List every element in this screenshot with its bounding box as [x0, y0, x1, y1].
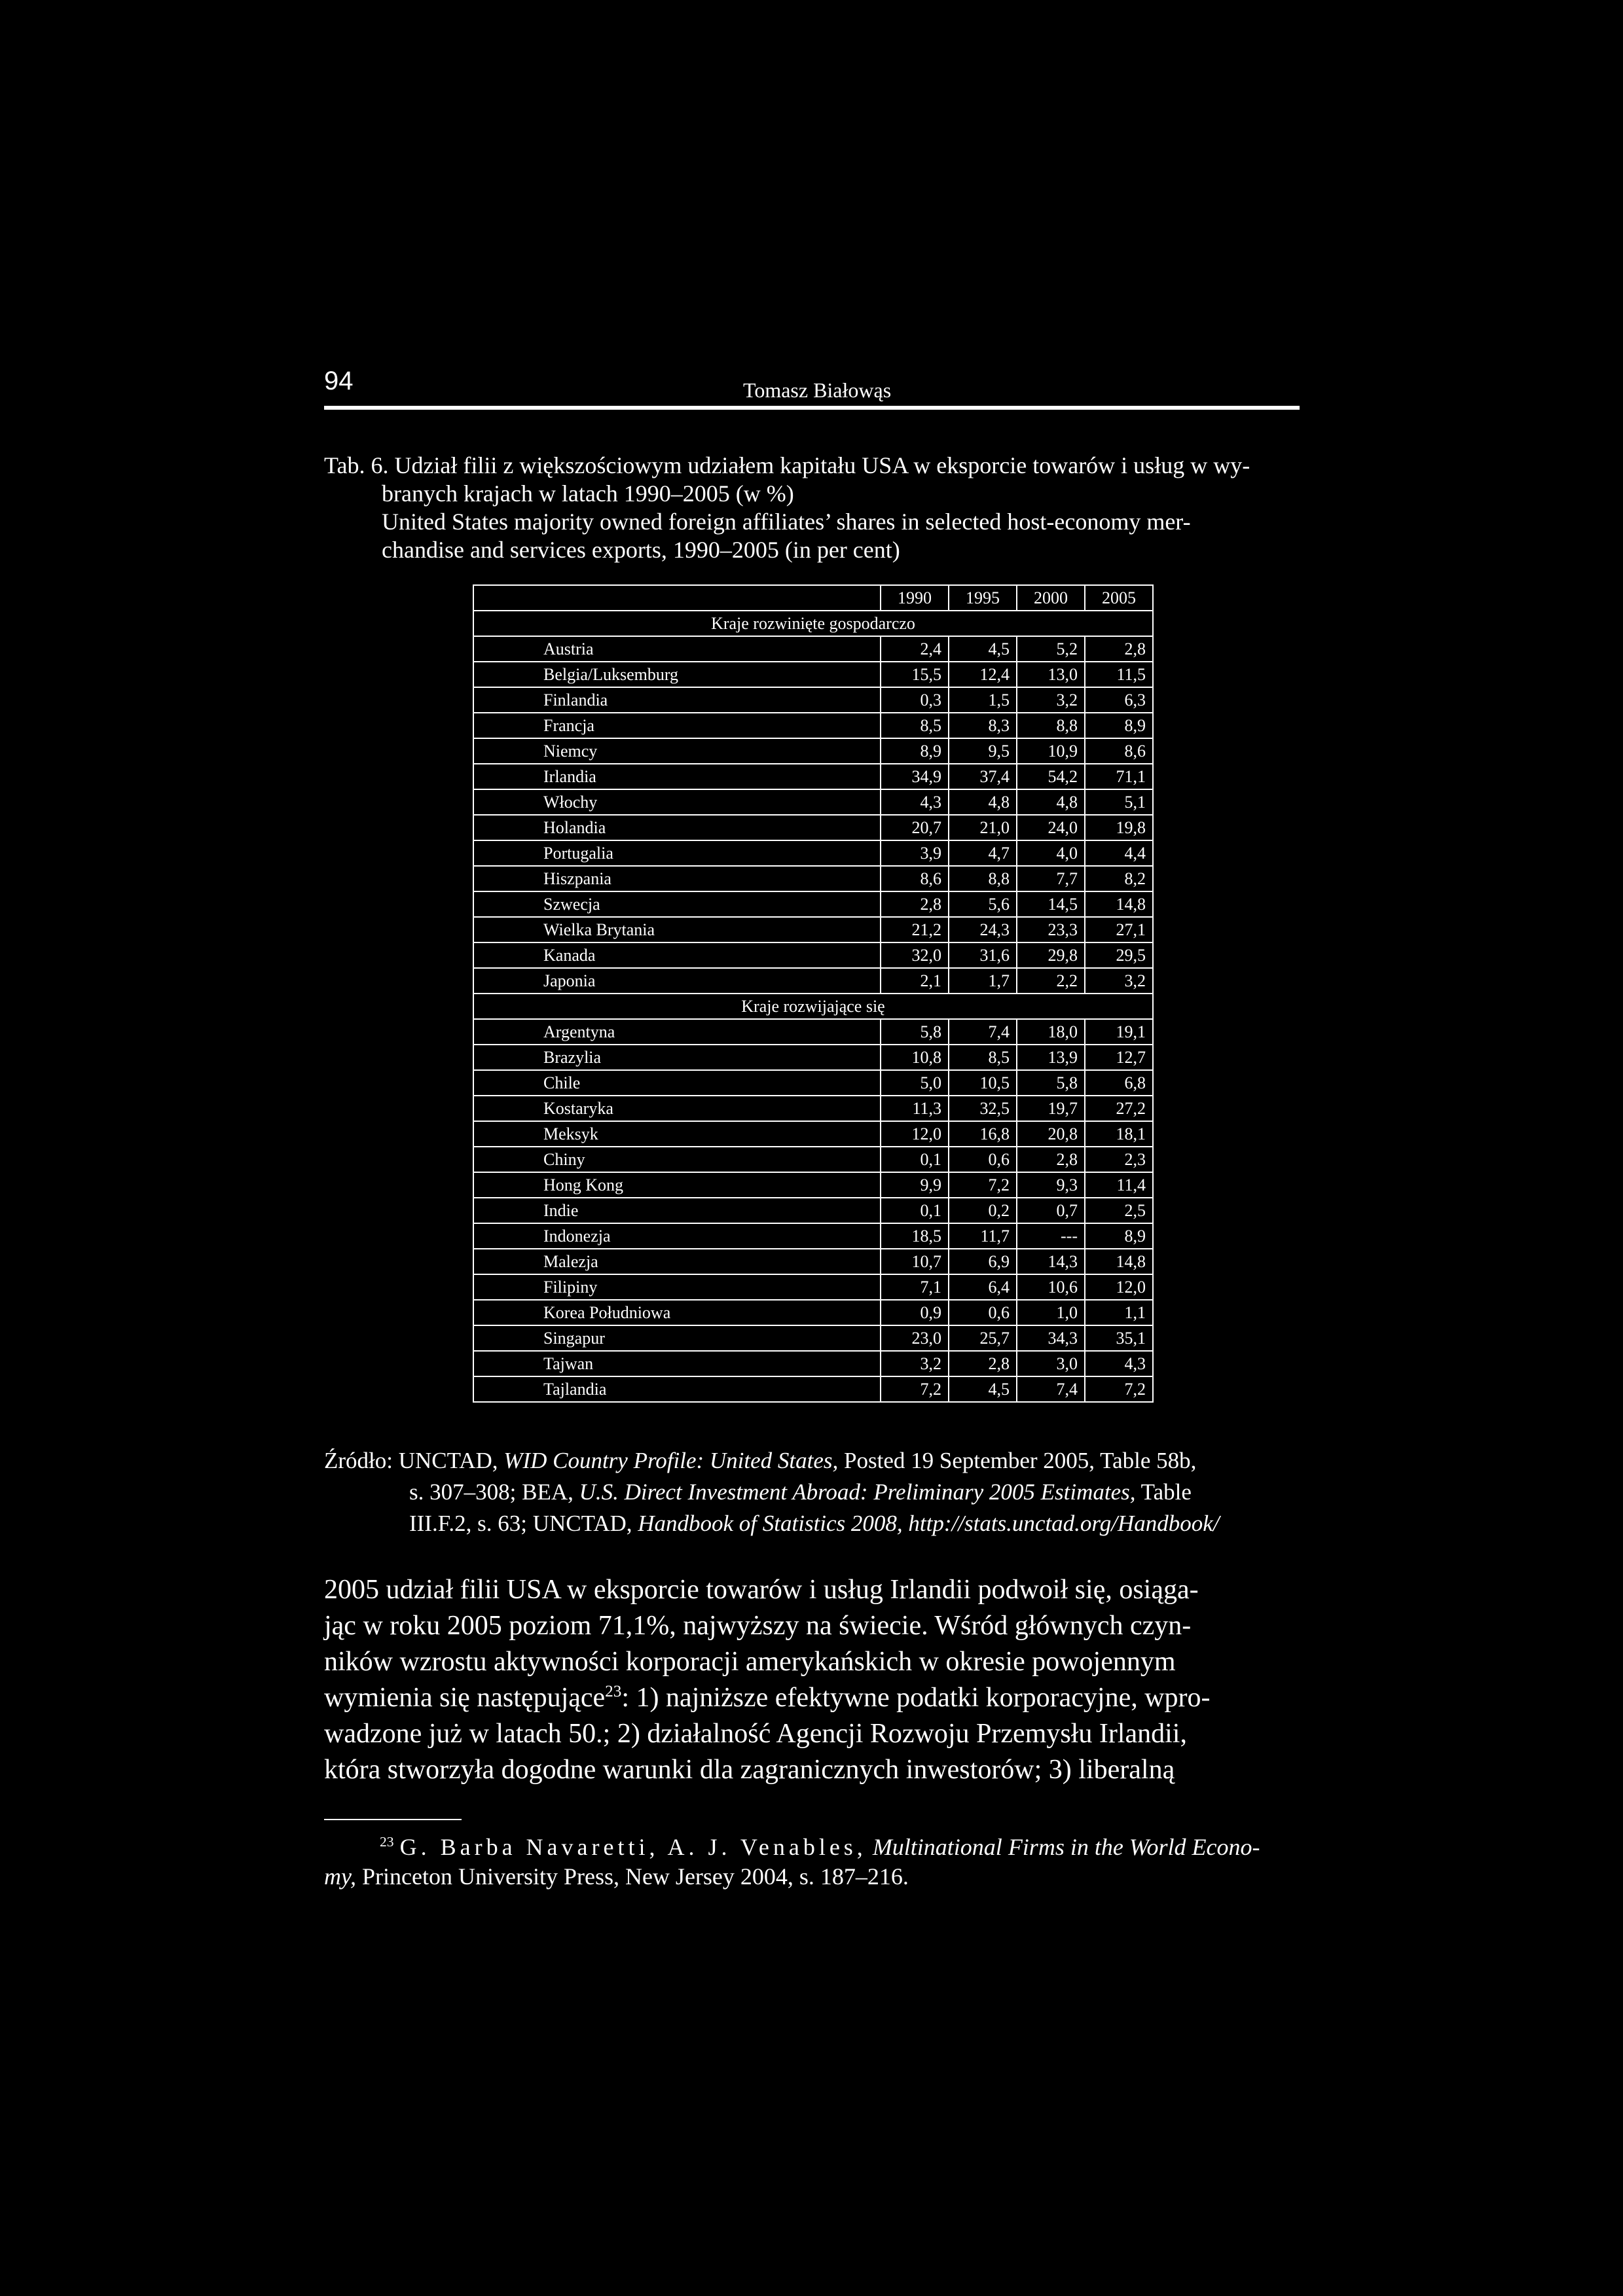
value-cell: 4,8 — [1017, 789, 1085, 815]
value-cell: 3,2 — [881, 1351, 949, 1376]
year-header: 1995 — [949, 585, 1017, 611]
country-cell: Korea Południowa — [473, 1300, 881, 1325]
country-cell: Holandia — [473, 815, 881, 840]
value-cell: 8,5 — [949, 1045, 1017, 1070]
country-cell: Wielka Brytania — [473, 917, 881, 942]
value-cell: 6,3 — [1085, 687, 1153, 713]
value-cell: 4,0 — [1017, 840, 1085, 866]
value-cell: 8,5 — [881, 713, 949, 738]
running-head: Tomasz Białowąs — [743, 378, 892, 402]
value-cell: 1,0 — [1017, 1300, 1085, 1325]
footnote — [324, 1833, 1300, 1892]
value-cell: 21,2 — [881, 917, 949, 942]
country-cell: Indie — [473, 1198, 881, 1223]
source-text: Źródło: UNCTAD, — [324, 1448, 504, 1473]
value-cell: 32,5 — [949, 1096, 1017, 1121]
body-line: 2005 udział filii USA w eksporcie towarów i usług Irlandii podwoił się, osiąga- — [324, 1575, 1199, 1605]
country-cell: Malezja — [473, 1249, 881, 1274]
country-cell: Francja — [473, 713, 881, 738]
footnote-ref: 23 — [605, 1683, 622, 1700]
value-cell: 3,0 — [1017, 1351, 1085, 1376]
table-row — [473, 942, 1153, 968]
value-cell: 4,3 — [881, 789, 949, 815]
data-table-container — [473, 584, 1152, 1403]
footnote-title: my, — [324, 1863, 356, 1890]
value-cell: 3,2 — [1085, 968, 1153, 994]
value-cell: 0,1 — [881, 1198, 949, 1223]
table-row — [473, 815, 1153, 840]
value-cell: 35,1 — [1085, 1325, 1153, 1351]
table-row — [473, 1325, 1153, 1351]
source-title: WID Country Profile: United States, — [503, 1448, 839, 1473]
value-cell: 0,6 — [949, 1147, 1017, 1172]
value-cell: 18,5 — [881, 1223, 949, 1249]
body-line: ników wzrostu aktywności korporacji amerykańskich w okresie powojennym — [324, 1647, 1176, 1677]
country-cell: Tajlandia — [473, 1376, 881, 1402]
table-row — [473, 917, 1153, 942]
value-cell: 18,1 — [1085, 1121, 1153, 1147]
year-header: 2005 — [1085, 585, 1153, 611]
value-cell: 37,4 — [949, 764, 1017, 789]
value-cell: 16,8 — [949, 1121, 1017, 1147]
value-cell: 0,7 — [1017, 1198, 1085, 1223]
value-cell: 12,7 — [1085, 1045, 1153, 1070]
table-row — [473, 1045, 1153, 1070]
value-cell: 0,6 — [949, 1300, 1017, 1325]
value-cell: 2,2 — [1017, 968, 1085, 994]
value-cell: 11,7 — [949, 1223, 1017, 1249]
body-text: wymienia się następujące — [324, 1683, 606, 1713]
value-cell: 11,5 — [1085, 662, 1153, 687]
body-line: która stworzyła dogodne warunki dla zagranicznych inwestorów; 3) liberalną — [324, 1755, 1175, 1785]
body-paragraph — [324, 1572, 1300, 1788]
country-cell: Belgia/Luksemburg — [473, 662, 881, 687]
source-text: Table — [1135, 1479, 1192, 1505]
value-cell: 0,3 — [881, 687, 949, 713]
table-header-row — [473, 585, 1153, 611]
value-cell: 3,2 — [1017, 687, 1085, 713]
value-cell: 54,2 — [1017, 764, 1085, 789]
country-cell: Chiny — [473, 1147, 881, 1172]
value-cell: 3,9 — [881, 840, 949, 866]
value-cell: 8,9 — [881, 738, 949, 764]
table-row — [473, 662, 1153, 687]
value-cell: 7,7 — [1017, 866, 1085, 891]
country-cell: Portugalia — [473, 840, 881, 866]
body-line — [324, 1680, 1300, 1716]
value-cell: 11,4 — [1085, 1172, 1153, 1198]
value-cell: 23,3 — [1017, 917, 1085, 942]
value-cell: 9,5 — [949, 738, 1017, 764]
value-cell: 8,2 — [1085, 866, 1153, 891]
value-cell: 13,0 — [1017, 662, 1085, 687]
country-cell: Kostaryka — [473, 1096, 881, 1121]
value-cell: 4,7 — [949, 840, 1017, 866]
value-cell: 13,9 — [1017, 1045, 1085, 1070]
value-cell: 5,2 — [1017, 636, 1085, 662]
value-cell: 14,5 — [1017, 891, 1085, 917]
value-cell: 7,2 — [949, 1172, 1017, 1198]
value-cell: 8,6 — [881, 866, 949, 891]
value-cell: 15,5 — [881, 662, 949, 687]
page-number: 94 — [324, 367, 354, 395]
data-table — [473, 584, 1154, 1403]
value-cell: 18,0 — [1017, 1019, 1085, 1045]
value-cell: 20,8 — [1017, 1121, 1085, 1147]
country-cell: Meksyk — [473, 1121, 881, 1147]
table-row — [473, 1121, 1153, 1147]
value-cell: 2,4 — [881, 636, 949, 662]
value-cell: 0,9 — [881, 1300, 949, 1325]
country-cell: Niemcy — [473, 738, 881, 764]
country-cell: Hiszpania — [473, 866, 881, 891]
value-cell: 2,5 — [1085, 1198, 1153, 1223]
table-row — [473, 1274, 1153, 1300]
country-cell: Singapur — [473, 1325, 881, 1351]
table-row — [473, 1070, 1153, 1096]
table-row — [473, 1096, 1153, 1121]
value-cell: 11,3 — [881, 1096, 949, 1121]
source-text: III.F.2, s. 63; UNCTAD, — [409, 1511, 638, 1536]
source-title: U.S. Direct Investment Abroad: Preliminary 2005 Estimates, — [579, 1479, 1136, 1505]
value-cell: 7,1 — [881, 1274, 949, 1300]
country-cell: Filipiny — [473, 1274, 881, 1300]
group-row — [473, 994, 1153, 1019]
value-cell: 34,3 — [1017, 1325, 1085, 1351]
table-caption — [324, 452, 1300, 564]
value-cell: 7,2 — [1085, 1376, 1153, 1402]
value-cell: 14,8 — [1085, 1249, 1153, 1274]
value-cell: 6,9 — [949, 1249, 1017, 1274]
footnote-authors: G. Barba Navaretti, A. J. Venables, — [399, 1834, 867, 1860]
value-cell: 2,8 — [881, 891, 949, 917]
footnote-number: 23 — [380, 1834, 394, 1850]
value-cell: 31,6 — [949, 942, 1017, 968]
value-cell: 7,4 — [949, 1019, 1017, 1045]
table-row — [473, 1300, 1153, 1325]
value-cell: 0,2 — [949, 1198, 1017, 1223]
value-cell: 23,0 — [881, 1325, 949, 1351]
value-cell: 5,0 — [881, 1070, 949, 1096]
value-cell: 9,9 — [881, 1172, 949, 1198]
value-cell: 5,8 — [1017, 1070, 1085, 1096]
table-row — [473, 1172, 1153, 1198]
value-cell: 6,8 — [1085, 1070, 1153, 1096]
footnote-line — [324, 1833, 1300, 1862]
value-cell: 1,1 — [1085, 1300, 1153, 1325]
group-row — [473, 611, 1153, 636]
value-cell: 1,5 — [949, 687, 1017, 713]
value-cell: 27,2 — [1085, 1096, 1153, 1121]
country-cell: Szwecja — [473, 891, 881, 917]
table-body — [473, 585, 1153, 1402]
footnote-rule — [324, 1819, 462, 1820]
table-row — [473, 738, 1153, 764]
value-cell: 32,0 — [881, 942, 949, 968]
value-cell: 2,8 — [1085, 636, 1153, 662]
body-text: : 1) najniższe efektywne podatki korporacyjne, wpro- — [621, 1683, 1211, 1713]
value-cell: 7,4 — [1017, 1376, 1085, 1402]
caption-line: branych krajach w latach 1990–2005 (w %) — [382, 480, 794, 507]
value-cell: 4,5 — [949, 636, 1017, 662]
value-cell: 25,7 — [949, 1325, 1017, 1351]
value-cell: 24,0 — [1017, 815, 1085, 840]
value-cell: 6,4 — [949, 1274, 1017, 1300]
year-header: 1990 — [881, 585, 949, 611]
value-cell: 8,9 — [1085, 1223, 1153, 1249]
value-cell: 7,2 — [881, 1376, 949, 1402]
body-line: jąc w roku 2005 poziom 71,1%, najwyższy na świecie. Wśród głównych czyn- — [324, 1611, 1192, 1641]
footnote-line — [324, 1862, 1300, 1892]
value-cell: 10,9 — [1017, 738, 1085, 764]
value-cell: 8,9 — [1085, 713, 1153, 738]
body-line: wadzone już w latach 50.; 2) działalność Agencji Rozwoju Przemysłu Irlandii, — [324, 1719, 1187, 1749]
value-cell: 19,1 — [1085, 1019, 1153, 1045]
source-note — [324, 1445, 1300, 1539]
value-cell: 2,3 — [1085, 1147, 1153, 1172]
country-cell: Finlandia — [473, 687, 881, 713]
value-cell: 24,3 — [949, 917, 1017, 942]
value-cell: 12,4 — [949, 662, 1017, 687]
table-row — [473, 1019, 1153, 1045]
country-cell: Argentyna — [473, 1019, 881, 1045]
caption-line: United States majority owned foreign affiliates’ shares in selected host-economy mer- — [382, 509, 1191, 535]
country-cell: Indonezja — [473, 1223, 881, 1249]
value-cell: 1,7 — [949, 968, 1017, 994]
value-cell: 2,8 — [949, 1351, 1017, 1376]
source-title: Handbook of Statistics 2008, http://stats.unctad.org/Handbook/ — [638, 1511, 1220, 1536]
value-cell: 14,3 — [1017, 1249, 1085, 1274]
source-line — [324, 1508, 1300, 1539]
value-cell: 10,6 — [1017, 1274, 1085, 1300]
value-cell: 21,0 — [949, 815, 1017, 840]
caption-line: chandise and services exports, 1990–2005 (in per cent) — [382, 537, 900, 563]
country-cell: Irlandia — [473, 764, 881, 789]
value-cell: 9,3 — [1017, 1172, 1085, 1198]
value-cell: 4,5 — [949, 1376, 1017, 1402]
value-cell: 29,8 — [1017, 942, 1085, 968]
value-cell: 5,1 — [1085, 789, 1153, 815]
value-cell: 71,1 — [1085, 764, 1153, 789]
value-cell: 29,5 — [1085, 942, 1153, 968]
value-cell: 8,3 — [949, 713, 1017, 738]
value-cell: 8,8 — [1017, 713, 1085, 738]
value-cell: 10,8 — [881, 1045, 949, 1070]
table-row — [473, 1249, 1153, 1274]
value-cell: 0,1 — [881, 1147, 949, 1172]
table-row — [473, 1147, 1153, 1172]
country-cell: Brazylia — [473, 1045, 881, 1070]
group-title: Kraje rozwijające się — [473, 994, 1153, 1019]
country-cell: Kanada — [473, 942, 881, 968]
value-cell: 19,7 — [1017, 1096, 1085, 1121]
value-cell: 2,8 — [1017, 1147, 1085, 1172]
table-row — [473, 713, 1153, 738]
table-row — [473, 840, 1153, 866]
caption-line: Tab. 6. Udział filii z większościowym udziałem kapitału USA w eksporcie towarów i usług w wy- — [324, 452, 1250, 478]
value-cell: 14,8 — [1085, 891, 1153, 917]
page-header — [324, 367, 1300, 410]
value-cell: 19,8 — [1085, 815, 1153, 840]
value-cell: 12,0 — [1085, 1274, 1153, 1300]
source-text: Posted 19 September 2005, Table 58b, — [838, 1448, 1197, 1473]
value-cell: 5,8 — [881, 1019, 949, 1045]
table-row — [473, 764, 1153, 789]
value-cell: 10,7 — [881, 1249, 949, 1274]
footnote-text: Princeton University Press, New Jersey 2004, s. 187–216. — [356, 1863, 909, 1890]
table-row — [473, 866, 1153, 891]
table-row — [473, 891, 1153, 917]
footnote-title: Multinational Firms in the World Econo- — [872, 1834, 1260, 1860]
country-cell: Tajwan — [473, 1351, 881, 1376]
value-cell: 8,6 — [1085, 738, 1153, 764]
source-line — [324, 1445, 1300, 1477]
table-row — [473, 1351, 1153, 1376]
header-blank-cell — [473, 585, 881, 611]
value-cell: 2,1 — [881, 968, 949, 994]
table-row — [473, 789, 1153, 815]
table-row — [473, 968, 1153, 994]
table-row — [473, 687, 1153, 713]
group-title: Kraje rozwinięte gospodarczo — [473, 611, 1153, 636]
value-cell: 4,3 — [1085, 1351, 1153, 1376]
value-cell: 20,7 — [881, 815, 949, 840]
value-cell: 34,9 — [881, 764, 949, 789]
value-cell: 5,6 — [949, 891, 1017, 917]
country-cell: Austria — [473, 636, 881, 662]
table-row — [473, 636, 1153, 662]
value-cell: 27,1 — [1085, 917, 1153, 942]
value-cell: 8,8 — [949, 866, 1017, 891]
country-cell: Japonia — [473, 968, 881, 994]
table-row — [473, 1376, 1153, 1402]
table-row — [473, 1198, 1153, 1223]
year-header: 2000 — [1017, 585, 1085, 611]
value-cell: 12,0 — [881, 1121, 949, 1147]
country-cell: Włochy — [473, 789, 881, 815]
source-text: s. 307–308; BEA, — [409, 1479, 579, 1505]
country-cell: Hong Kong — [473, 1172, 881, 1198]
value-cell: 4,8 — [949, 789, 1017, 815]
country-cell: Chile — [473, 1070, 881, 1096]
value-cell: 4,4 — [1085, 840, 1153, 866]
table-row — [473, 1223, 1153, 1249]
value-cell: 10,5 — [949, 1070, 1017, 1096]
value-cell: --- — [1017, 1223, 1085, 1249]
source-line — [324, 1477, 1300, 1508]
